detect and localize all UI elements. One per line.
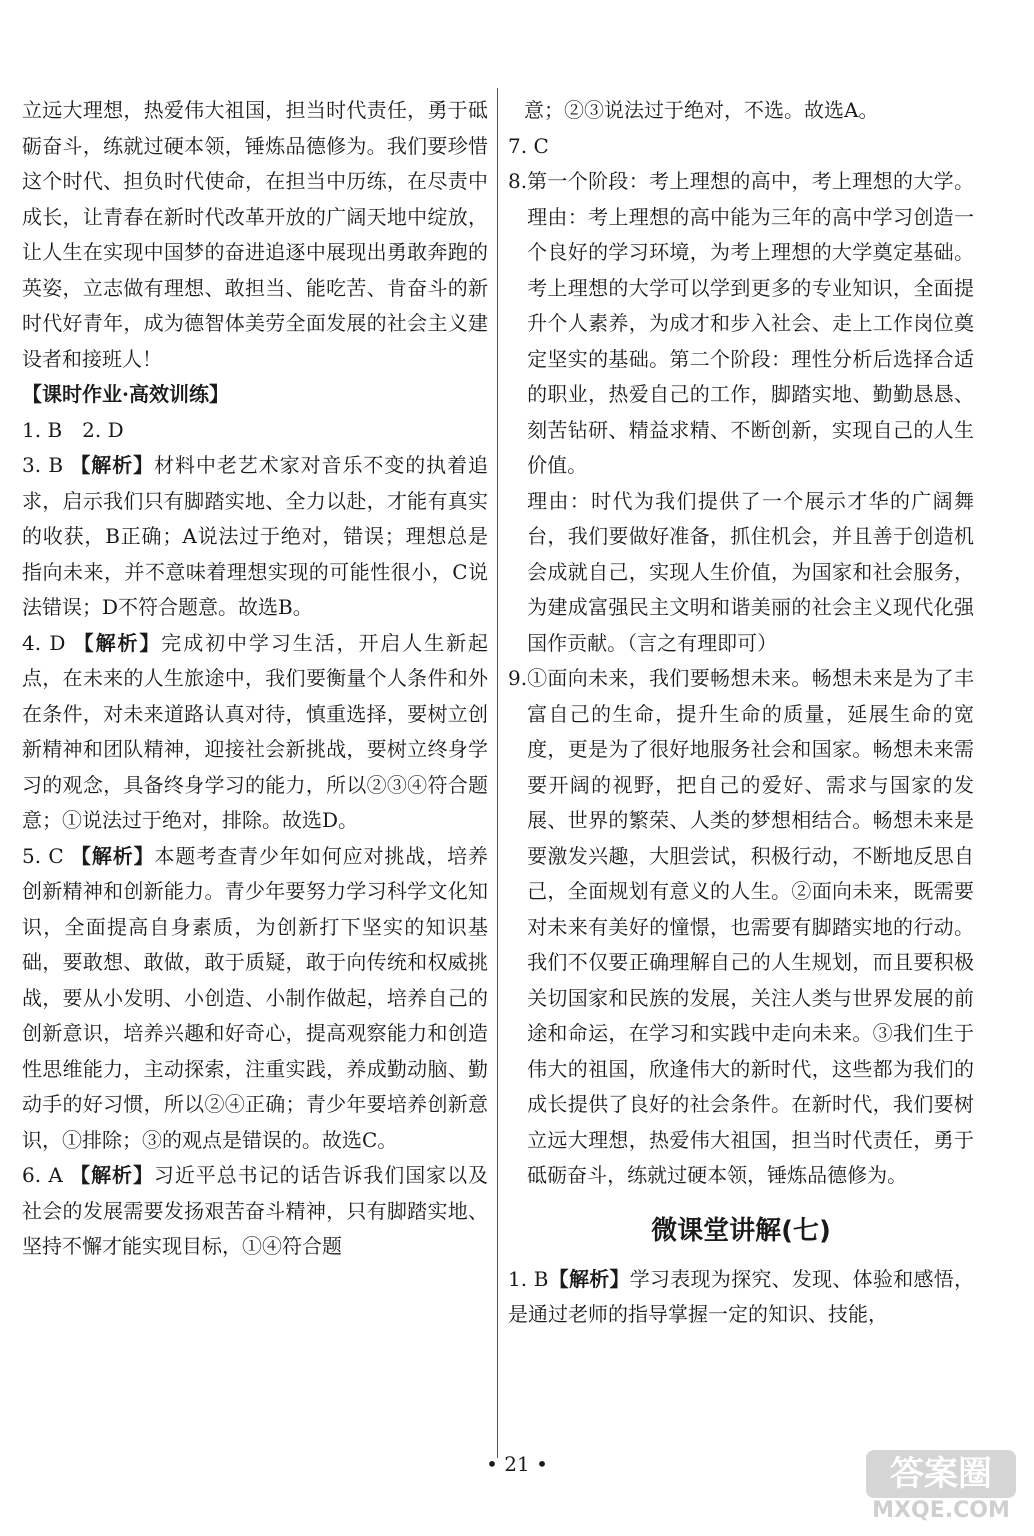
analysis-tag: 【解析】 xyxy=(70,1163,154,1187)
analysis-tag: 【解析】 xyxy=(73,630,162,655)
answer-item-9 xyxy=(508,661,974,1194)
watermark-url: MXQE.COM xyxy=(872,1498,1010,1523)
answer-item-6 xyxy=(22,1158,488,1265)
intro-paragraph: 立远大理想，热爱伟大祖国，担当时代责任，勇于砥砺奋斗，练就过硬本领，锤炼品德修为。我们要珍惜这个时代、担负时代使命，在担当中历练，在尽责中成长，让青春在新时代改革开放的广阔天地中绽放，让人生在实现中国梦的奋进追逐中展现出勇敢奔跑的英姿，立志做有理想、敢担当、能吃苦、肯奋斗的新时代好青年，成为德智体美劳全面发展的社会主义建设者和接班人！ xyxy=(22,98,488,371)
analysis-tag: 【解析】 xyxy=(70,453,155,477)
continued-text: 意；②③说法过于绝对，不选。故选A。 xyxy=(524,98,879,122)
item-number: 4. D xyxy=(22,630,66,655)
item-number: 3. B xyxy=(22,453,64,477)
item-text: 本题考查青少年如何应对挑战，培养创新精神和创新能力。青少年要努力学习科学文化知识，全面提高自身素质，为创新打下坚实的知识基础，要敢想、敢做，敢于质疑，敢于向传统和权威挑战，要从小发明、小创造、小制作做起，培养自己的创新意识，培养兴趣和好奇心，提高观察能力和创造性思维能力，主动探索，注重实践，养成勤动脑、勤动手的好习惯，所以②④正确；青少年要培养创新意识，①排除；③的观点是错误的。故选C。 xyxy=(22,843,489,1152)
answer-item-8 xyxy=(508,164,974,661)
item-text: 第一个阶段：考上理想的高中，考上理想的大学。理由：考上理想的高中能为三年的高中学习创造一个良好的学习环境，为考上理想的大学奠定基础。考上理想的大学可以学到更多的专业知识，全面提升个人素养，为成才和步入社会、走上工作岗位奠定坚实的基础。第二个阶段：理性分析后选择合适的职业，热爱自己的工作，脚踏实地、勤勤恳恳、刻苦钻研、精益求精、不断创新，实现自己的人生价值。 xyxy=(527,169,974,477)
item-text: ①面向未来，我们要畅想未来。畅想未来是为了丰富自己的生命，提升生命的质量，延展生命的宽度，更是为了很好地服务社会和国家。畅想未来需要开阔的视野，把自己的爱好、需求与国家的发展、世界的繁荣、人类的梦想相结合。畅想未来是要激发兴趣，大胆尝试，积极行动，不断地反思自己，全面规划有意义的人生。②面向未来，既需要对未来有美好的憧憬，也需要有脚踏实地的行动。我们不仅要正确理解自己的人生规划，而且要积极关切国家和民族的发展，关注人类与世界发展的前途和命运，在学习和实践中走向未来。③我们生于伟大的祖国，欣逢伟大的新时代，这些都为我们的成长提供了良好的社会条件。在新时代，我们要树立远大理想，热爱伟大祖国，担当时代责任，勇于砥砺奋斗，练就过硬本领，锤炼品德修为。 xyxy=(527,666,974,1187)
right-column xyxy=(508,93,974,1333)
answer-item-5 xyxy=(22,839,488,1159)
column-divider xyxy=(497,88,498,1458)
section-title: 【课时作业·高效训练】 xyxy=(22,382,229,406)
item-number: 5. C xyxy=(22,843,64,868)
item-reason: 理由：时代为我们提供了一个展示才华的广阔舞台，我们要做好准备，抓住机会，并且善于创造机会成就自己，实现人生价值，为国家和社会服务，为建成富强民主文明和谐美丽的社会主义现代化强国作贡献。（言之有理即可） xyxy=(527,488,974,655)
answer-item-4 xyxy=(22,626,488,839)
answer-item-3 xyxy=(22,448,488,626)
item-text: 学习表现为探究、发现、体验和感悟，是通过老师的指导掌握一定的知识、技能， xyxy=(508,1266,975,1326)
item-text: 材料中老艺术家对音乐不变的执着追求，启示我们只有脚踏实地、全力以赴，才能有真实的收获，B正确；A说法过于绝对，错误；理想总是指向未来，并不意味着理想实现的可能性很小，C说法错误；D不符合题意。故选B。 xyxy=(22,453,489,619)
lecture-item-1 xyxy=(508,1262,974,1333)
item-number: 1. B xyxy=(508,1266,549,1291)
watermark-logo xyxy=(866,1450,1016,1528)
item-number: 9. xyxy=(508,666,528,690)
item-number: 8. xyxy=(508,169,528,193)
item-text: 完成初中学习生活，开启人生新起点，在未来的人生旅途中，我们要衡量个人条件和外在条件，对未来道路认真对待，慎重选择，要树立创新精神和团队精神，迎接社会新挑战，要树立终身学习的观念，具备终身学习的能力，所以②③④符合题意；①说法过于绝对，排除。故选D。 xyxy=(22,630,489,832)
section-heading: 微课堂讲解(七) xyxy=(651,1215,831,1246)
analysis-tag: 【解析】 xyxy=(70,843,155,868)
answers-1-2: 1. B 2. D xyxy=(22,417,124,442)
item-text: 习近平总书记的话告诉我们国家以及社会的发展需要发扬艰苦奋斗精神，只有脚踏实地、坚持不懈才能实现目标，①④符合题 xyxy=(22,1163,489,1258)
watermark-text: 答案圈 xyxy=(866,1450,1016,1498)
page-number: • 21 • xyxy=(486,1452,548,1476)
item-number: 6. A xyxy=(22,1163,63,1187)
answer-item-7: 7. C xyxy=(508,133,549,158)
analysis-tag: 【解析】 xyxy=(548,1266,630,1291)
left-column xyxy=(22,93,488,1265)
